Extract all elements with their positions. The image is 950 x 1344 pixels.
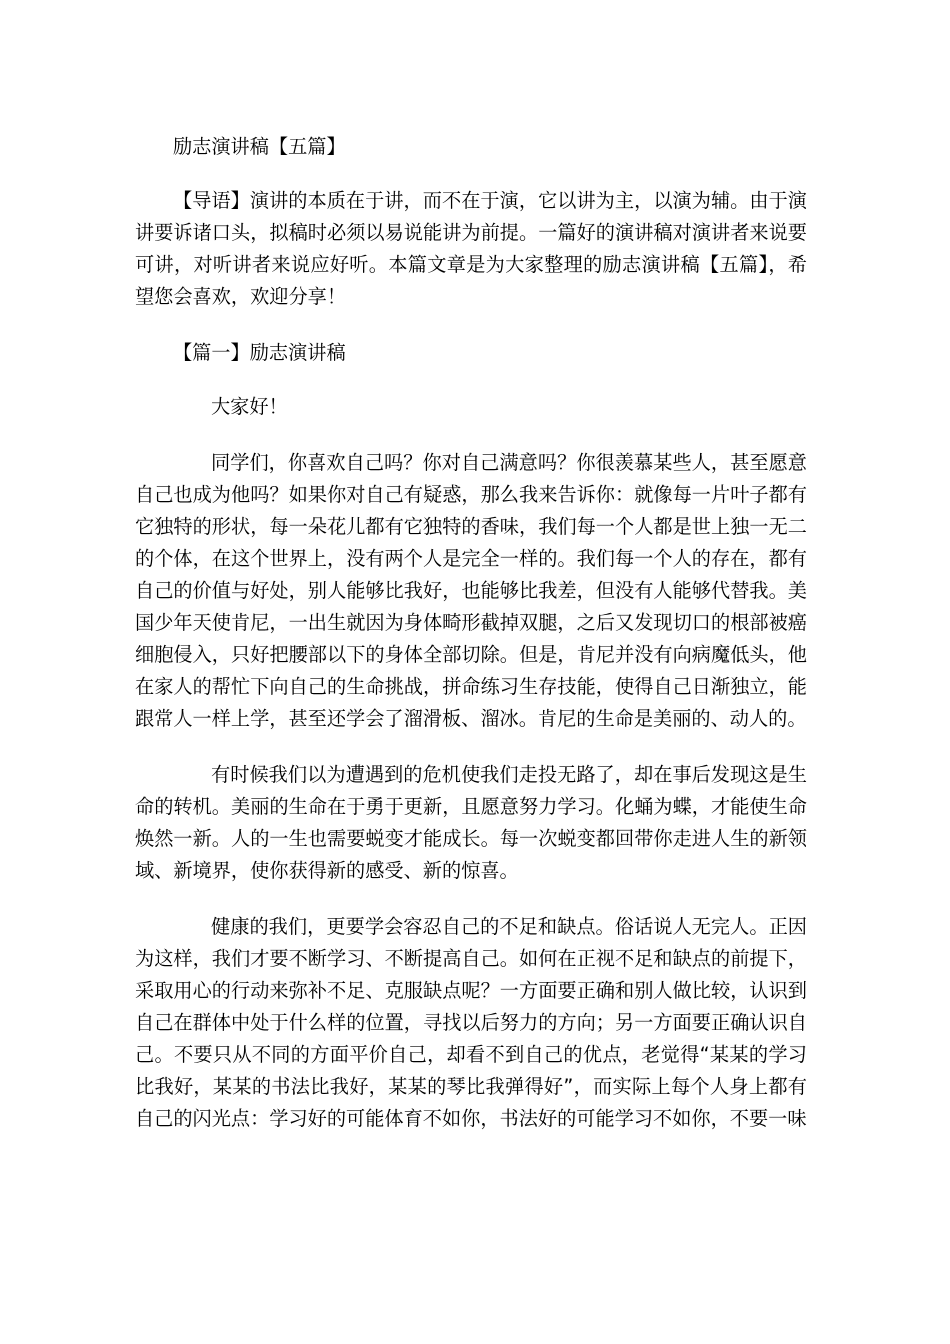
document-title: 励志演讲稿【五篇】 [173, 135, 346, 158]
document-body [135, 131, 807, 1159]
intro-paragraph: 【导语】演讲的本质在于讲，而不在于演，它以讲为主，以演为辅。由于演讲要诉诸口头，拟稿时必须以易说能讲为前提。一篇好的演讲稿对演讲者来说要可讲，对听讲者来说应好听。本篇文章是为大家整理的励志演讲稿【五篇】，希望您会喜欢，欢迎分享！ [135, 189, 807, 308]
greeting: 大家好！ [211, 395, 288, 418]
body-paragraph: 同学们，你喜欢自己吗？你对自己满意吗？你很羡慕某些人，甚至愿意自己也成为他吗？如果你对自己有疑惑，那么我来告诉你：就像每一片叶子都有它独特的形状，每一朵花儿都有它独特的香味，我们每一个人都是世上独一无二的个体，在这个世界上，没有两个人是完全一样的。我们每一个人的存在，都有自己的价值与好处，别人能够比我好，也能够比我差，但没有人能够代替我。美国少年天使肯尼，一出生就因为身体畸形截掉双腿，之后又发现切口的根部被癌细胞侵入，只好把腰部以下的身体全部切除。但是，肯尼并没有向病魔低头，他在家人的帮忙下向自己的生命挑战，拼命练习生存技能，使得自己日渐独立，能跟常人一样上学，甚至还学会了溜滑板、溜冰。肯尼的生命是美丽的、动人的。 [135, 451, 807, 730]
section-heading: 【篇一】励志演讲稿 [173, 341, 346, 364]
body-paragraph: 有时候我们以为遭遇到的危机使我们走投无路了，却在事后发现这是生命的转机。美丽的生命在于勇于更新，且愿意努力学习。化蛹为蝶，才能使生命焕然一新。人的一生也需要蜕变才能成长。每一次蜕变都回带你走进人生的新领域、新境界，使你获得新的感受、新的惊喜。 [135, 763, 807, 882]
body-paragraph: 健康的我们，更要学会容忍自己的不足和缺点。俗话说人无完人。正因为这样，我们才要不断学习、不断提高自己。如何在正视不足和缺点的前提下，采取用心的行动来弥补不足、克服缺点呢？一方面要正确和别人做比较，认识到自己在群体中处于什么样的位置，寻找以后努力的方向；另一方面要正确认识自己。不要只从不同的方面平价自己，却看不到自己的优点，老觉得“某某的学习比我好，某某的书法比我好，某某的琴比我弹得好”，而实际上每个人身上都有自己的闪光点：学习好的可能体育不如你，书法好的可能学习不如你，不要一味 [135, 915, 807, 1130]
